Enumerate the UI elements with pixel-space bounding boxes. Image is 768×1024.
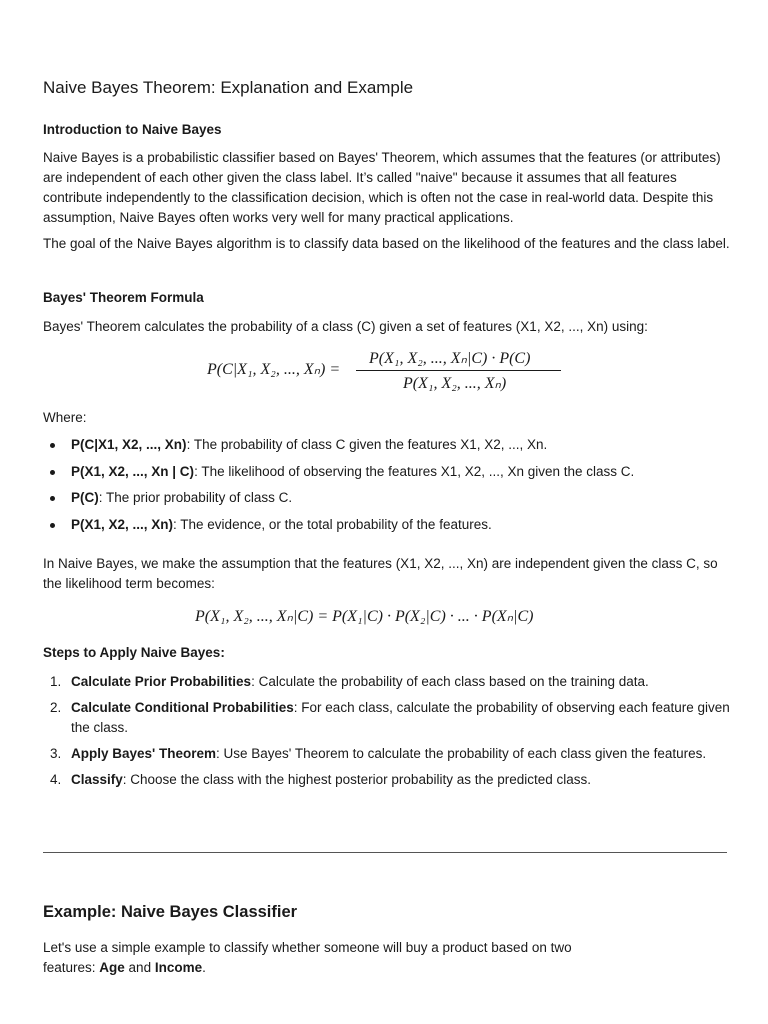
- list-item: P(X1, X2, ..., Xn): The evidence, or the total probability of the features.: [43, 515, 634, 542]
- list-item: P(C|X1, X2, ..., Xn): The probability of class C given the features X1, X2, ..., Xn.: [43, 435, 634, 462]
- list-item: 3. Apply Bayes' Theorem: Use Bayes' Theorem to calculate the probability of each class given the features.: [50, 746, 707, 761]
- example-heading: Example: Naive Bayes Classifier: [43, 903, 298, 921]
- formula-numerator: P(X₁, X₂, ..., Xₙ|C) · P(C): [369, 350, 531, 367]
- steps-list: [43, 672, 733, 796]
- intro-paragraph-2: The goal of the Naive Bayes algorithm is to classify data based on the likelihood of the features and the class label.: [43, 236, 730, 251]
- formula-heading: Bayes' Theorem Formula: [43, 290, 204, 305]
- section-divider: [43, 852, 727, 853]
- steps-heading: Steps to Apply Naive Bayes:: [43, 645, 225, 660]
- naive-assumption-text: In Naive Bayes, we make the assumption that the features (X1, X2, ..., Xn) are independent given the class C, so the likelihood term becomes:: [43, 556, 718, 591]
- list-item: 1. Calculate Prior Probabilities: Calculate the probability of each class based on the training data.: [50, 674, 649, 689]
- formula-intro: Bayes' Theorem calculates the probability of a class (C) given a set of features (X1, X2, ..., Xn) using:: [43, 319, 648, 334]
- list-item: 4. Classify: Choose the class with the highest posterior probability as the predicted class.: [50, 772, 592, 787]
- formula-denominator: P(X₁, X₂, ..., Xₙ): [403, 375, 507, 392]
- list-item: P(C): The prior probability of class C.: [43, 488, 634, 515]
- list-item: P(X1, X2, ..., Xn | C): The likelihood of observing the features X1, X2, ..., Xn given the class C.: [43, 462, 634, 489]
- intro-heading: Introduction to Naive Bayes: [43, 122, 222, 137]
- intro-paragraph-1: Naive Bayes is a probabilistic classifier based on Bayes' Theorem, which assumes that the features (or attributes) are independent of each other given the class label. It’s called "naive" because it assumes that all features contribute independently to the classification decision, which is often not the case in real-world data. Despite this assumption, Naive Bayes often works very well for many practical applications.: [43, 150, 721, 225]
- list-item: 2. Calculate Conditional Probabilities: For each class, calculate the probability of observing each feature given the class.: [50, 700, 730, 735]
- example-intro: Let's use a simple example to classify whether someone will buy a product based on two features: Age and Income.: [43, 940, 572, 975]
- likelihood-formula: P(X₁, X₂, ..., Xₙ|C) = P(X₁|C) · P(X₂|C) · ... · P(Xₙ|C): [195, 608, 534, 625]
- where-label: Where:: [43, 410, 87, 425]
- definition-list: [43, 435, 634, 541]
- page-title: Naive Bayes Theorem: Explanation and Example: [43, 78, 414, 97]
- formula-lhs: P(C|X₁, X₂, ..., Xₙ) =: [207, 361, 341, 378]
- fraction-bar: [356, 370, 561, 371]
